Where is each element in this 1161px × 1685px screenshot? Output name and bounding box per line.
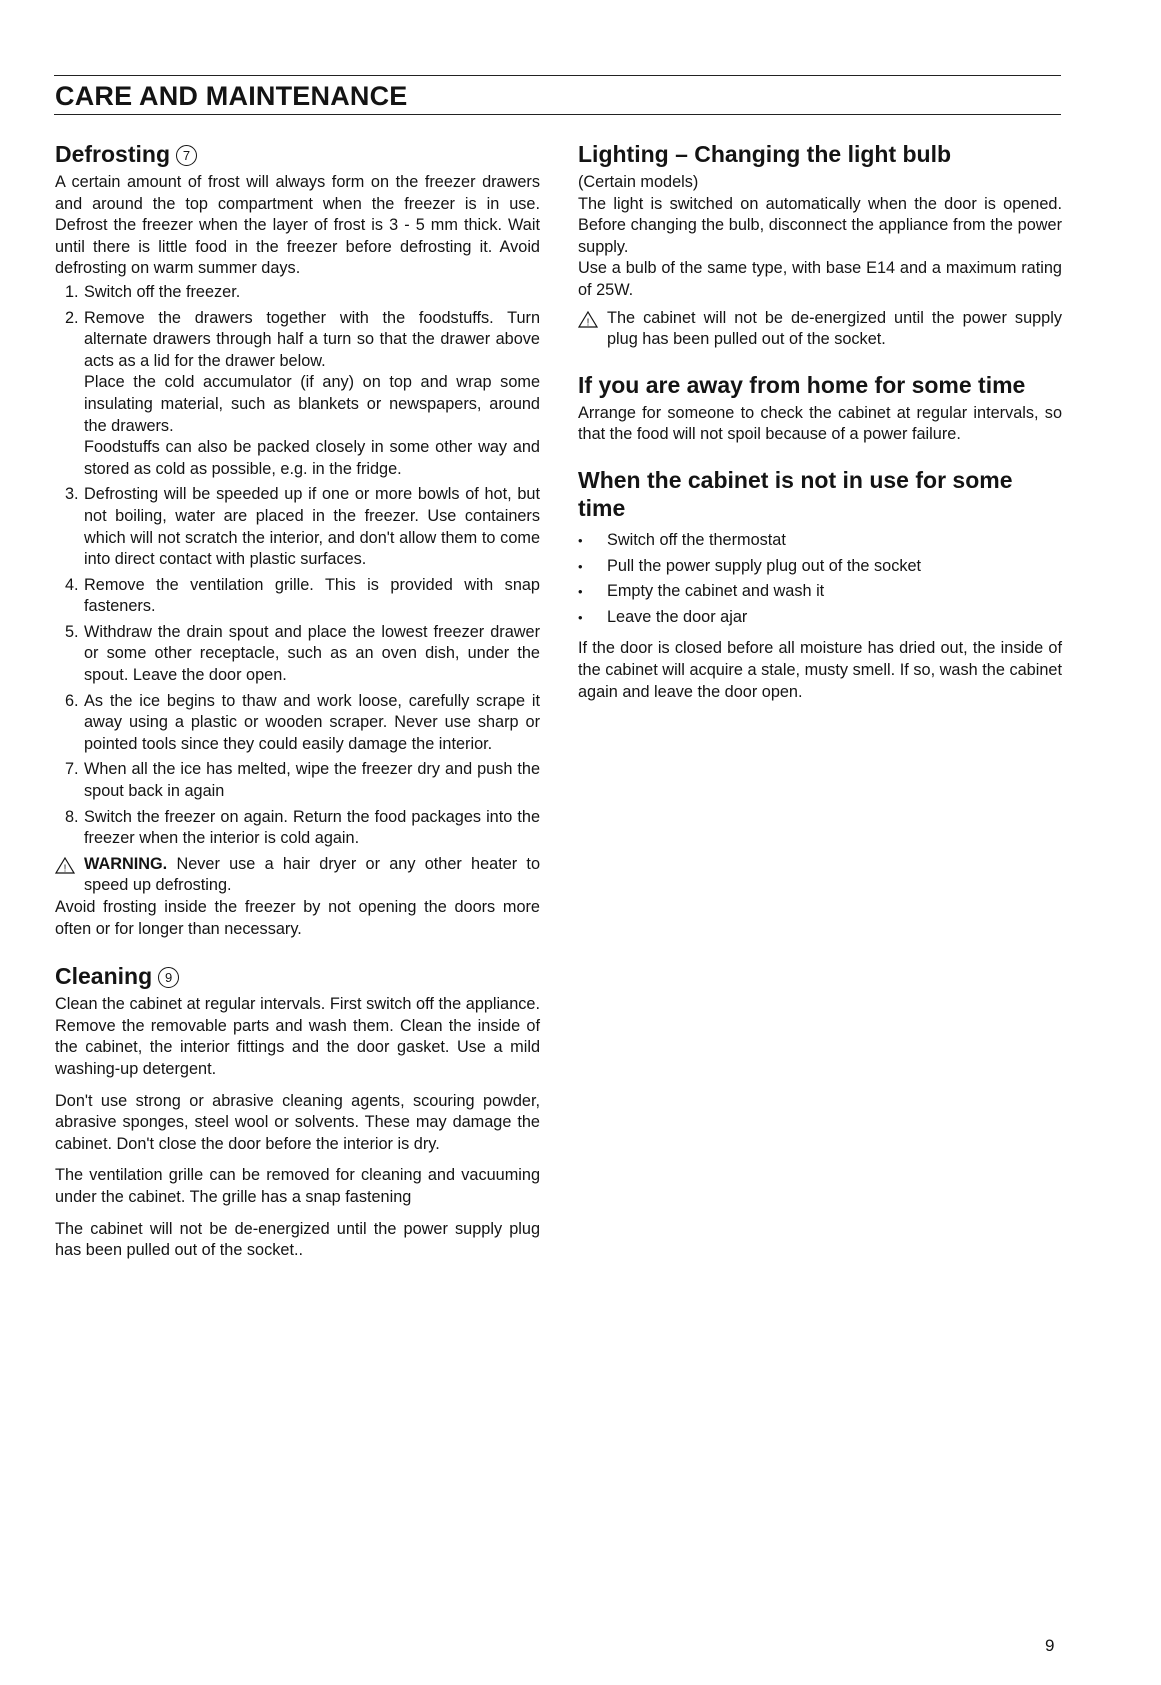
step-text: When all the ice has melted, wipe the freezer dry and push the spout back in again	[84, 760, 540, 801]
step-text: Defrosting will be speeded up if one or more bowls of hot, but not boiling, water are placed in the freezer. Use containers which will not scratch the interior, and don't allow them to come into direct contact with plastic surfaces.	[84, 485, 540, 569]
warning-triangle-icon	[55, 857, 75, 874]
step-text: Remove the ventilation grille. This is provided with snap fasteners.	[84, 575, 540, 616]
page-title: CARE AND MAINTENANCE	[55, 81, 408, 111]
step-number: 7.	[65, 760, 79, 779]
step-7	[55, 759, 540, 802]
step-8	[55, 807, 540, 850]
list-item: • Pull the power supply plug out of the socket	[578, 556, 1062, 578]
lighting-paragraph-1: The light is switched on automatically when the door is opened. Before changing the bulb, disconnect the appliance from the power supply.	[578, 194, 1062, 256]
cleaning-paragraph-2: Don't use strong or abrasive cleaning agents, scouring powder, abrasive sponges, steel wool or solvents. These may damage the cabinet. Don't close the door before the interior is dry.	[55, 1091, 540, 1153]
not-in-use-heading: When the cabinet is not in use for some time	[578, 466, 1013, 521]
defrosting-heading	[55, 140, 540, 168]
defrosting-outro: Avoid frosting inside the freezer by not opening the doors more often or for longer than necessary.	[55, 898, 540, 938]
step-text: Switch off the freezer.	[84, 282, 241, 301]
step-4	[55, 575, 540, 618]
step-number: 8.	[65, 807, 79, 826]
figure-ref-9-icon: 9	[158, 967, 179, 988]
warning-label: WARNING.	[84, 854, 168, 873]
step-1	[55, 282, 540, 304]
list-item: • Empty the cabinet and wash it	[578, 581, 1062, 603]
cleaning-paragraph-1: Clean the cabinet at regular intervals. First switch off the appliance. Remove the removable parts and wash them. Clean the inside of the cabinet, the interior fittings and the door gasket. Use a mild washing-up detergent.	[55, 995, 540, 1078]
step-number: 6.	[65, 691, 79, 710]
page-number: 9	[1045, 1636, 1055, 1655]
step-number: 4.	[65, 575, 79, 594]
not-in-use-list	[578, 530, 1062, 628]
away-paragraph: Arrange for someone to check the cabinet at regular intervals, so that the food will not spoil because of a power failure.	[578, 403, 1062, 444]
lighting-models-note: (Certain models)	[578, 173, 699, 191]
step-number: 3.	[65, 485, 79, 504]
lighting-paragraph-2: Use a bulb of the same type, with base E14 and a maximum rating of 25W.	[578, 259, 1062, 299]
step-text: Switch the freezer on again. Return the food packages into the freezer when the interior is cold again.	[84, 807, 540, 848]
lighting-warning-text: The cabinet will not be de-energized until the power supply plug has been pulled out of the socket.	[607, 308, 1062, 349]
step-text-2: Place the cold accumulator (if any) on top and wrap some insulating material, such as blankets or newspapers, around the drawers.	[84, 373, 540, 435]
top-rule	[54, 75, 1061, 76]
warning-triangle-icon	[578, 311, 598, 328]
step-text: Remove the drawers together with the foodstuffs. Turn alternate drawers through half a turn so that the drawer above acts as a lid for the drawer below.	[84, 308, 540, 370]
step-number: 2.	[65, 308, 79, 327]
cleaning-heading	[55, 962, 540, 990]
away-heading: If you are away from home for some time	[578, 371, 1026, 398]
left-column	[55, 140, 540, 1262]
list-item: • Leave the door ajar	[578, 607, 1062, 629]
defrosting-heading-text: Defrosting	[55, 141, 170, 167]
defrosting-steps	[55, 282, 540, 850]
cleaning-paragraph-3: The ventilation grille can be removed for cleaning and vacuuming under the cabinet. The grille has a snap fastening	[55, 1166, 540, 1206]
list-item: • Switch off the thermostat	[578, 530, 1062, 552]
step-number: 5.	[65, 622, 79, 641]
right-column	[578, 140, 1062, 703]
title-underline	[54, 114, 1061, 115]
defrosting-intro: A certain amount of frost will always form on the freezer drawers and around the top compartment when the freezer is in use. Defrost the freezer when the layer of frost is 3 - 5 mm thick. Wait until there is little food in the freezer before defrosting it. Avoid defrosting on warm summer days.	[55, 173, 540, 278]
svg-text:!: !	[586, 317, 590, 328]
step-text: Withdraw the drain spout and place the lowest freezer drawer or some other receptacle, such as an oven dish, under the spout. Leave the door open.	[84, 622, 540, 685]
cleaning-heading-text: Cleaning	[55, 963, 153, 990]
step-3	[55, 484, 540, 570]
step-6	[55, 691, 540, 756]
lighting-warning	[578, 308, 1062, 351]
step-2	[55, 308, 540, 481]
svg-text:!: !	[63, 863, 67, 874]
not-in-use-paragraph: If the door is closed before all moisture has dried out, the inside of the cabinet will acquire a stale, musty smell. If so, wash the cabinet again and leave the door open.	[578, 639, 1062, 701]
step-text: As the ice begins to thaw and work loose, carefully scrape it away using a plastic or wooden scraper. Never use sharp or pointed tools since they could easily damage the interior.	[84, 691, 540, 753]
figure-ref-7-icon: 7	[176, 145, 197, 166]
defrosting-warning	[55, 854, 540, 897]
warning-text: Never use a hair dryer or any other heater to speed up defrosting.	[84, 854, 540, 895]
step-text-3: Foodstuffs can also be packed closely in some other way and stored as cold as possible, e.g. in the fridge.	[84, 438, 540, 478]
step-5	[55, 622, 540, 687]
cleaning-paragraph-4: The cabinet will not be de-energized until the power supply plug has been pulled out of the socket..	[55, 1219, 540, 1260]
lighting-heading: Lighting – Changing the light bulb	[578, 141, 952, 167]
step-number: 1.	[65, 282, 79, 301]
